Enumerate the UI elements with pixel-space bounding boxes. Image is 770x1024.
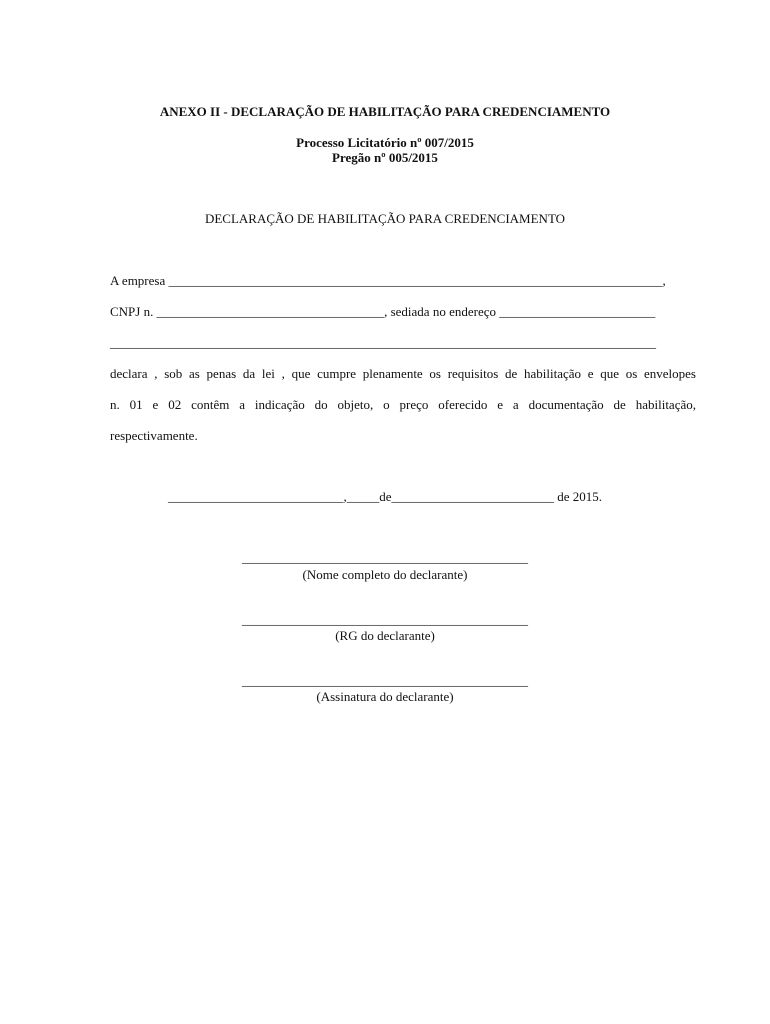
body-text-line-2: n. 01 e 02 contêm a indicação do objeto, o preço oferecido e a documentação de habilitação, bbox=[110, 397, 696, 412]
process-number: Processo Licitatório nº 007/2015 bbox=[296, 135, 474, 150]
body-text-line-3: respectivamente. bbox=[110, 428, 198, 443]
pregao-number: Pregão nº 005/2015 bbox=[332, 150, 438, 165]
body-text-line-1: declara , sob as penas da lei , que cumpre plenamente os requisitos de habilitação e que os envelopes bbox=[110, 366, 696, 381]
empresa-field-line: A empresa ____________________________________________________________________________, bbox=[110, 273, 666, 288]
cnpj-address-field-line: CNPJ n. ___________________________________, sediada no endereço ________________________ bbox=[110, 304, 656, 319]
signature-line-rg: ____________________________________________ bbox=[242, 612, 528, 627]
signature-label-assinatura: (Assinatura do declarante) bbox=[316, 689, 454, 704]
address-continuation-line: ____________________________________________________________________________________ bbox=[110, 335, 656, 350]
signature-label-rg: (RG do declarante) bbox=[335, 628, 435, 643]
declaration-heading: DECLARAÇÃO DE HABILITAÇÃO PARA CREDENCIAMENTO bbox=[204, 211, 566, 226]
date-place-line: ___________________________,_____de_________________________ de 2015. bbox=[167, 489, 603, 504]
signature-line-name: ____________________________________________ bbox=[242, 550, 528, 565]
annex-title: ANEXO II - DECLARAÇÃO DE HABILITAÇÃO PARA CREDENCIAMENTO bbox=[159, 104, 611, 119]
signature-line-assinatura: ____________________________________________ bbox=[242, 673, 528, 688]
signature-label-name: (Nome completo do declarante) bbox=[302, 567, 468, 582]
